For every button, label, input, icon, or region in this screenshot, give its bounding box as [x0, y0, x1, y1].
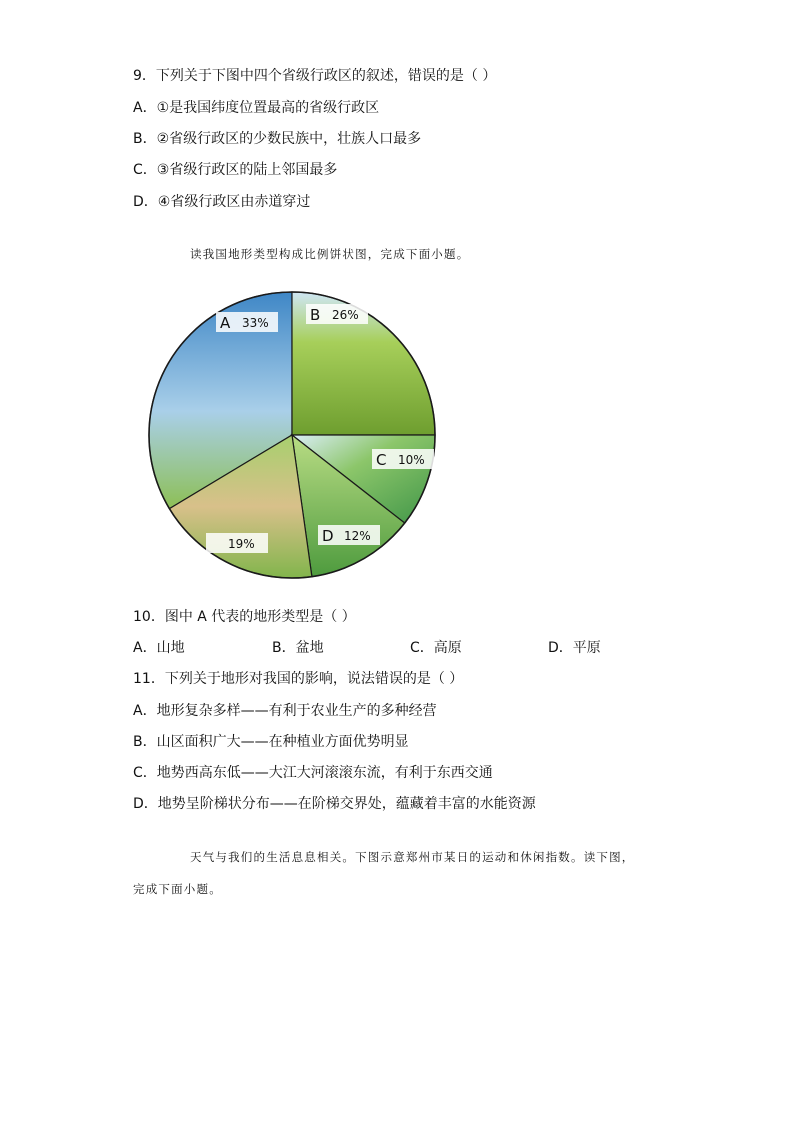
terrain-pie-chart: [140, 288, 444, 582]
pie-slice-letter-hills: C: [376, 451, 387, 469]
pie-slice-value-mountain: 33%: [242, 316, 269, 330]
q9-option-b: B．②省级行政区的少数民族中，壮族人口最多: [133, 131, 422, 147]
weather-intro-line1: 天气与我们的生活息息相关。下图示意郑州市某日的运动和休闲指数。读下图，: [190, 850, 635, 864]
q10-option-c: C．高原: [410, 640, 462, 656]
q9-option-d: D．④省级行政区由赤道穿过: [133, 194, 311, 210]
q10-option-b: B．盆地: [272, 640, 324, 656]
pie-slice-letter-mountain: A: [220, 314, 231, 332]
q10-option-a: A．山地: [133, 640, 185, 656]
q9-option-c: C．③省级行政区的陆上邻国最多: [133, 162, 338, 178]
weather-intro-line2: 完成下面小题。: [133, 882, 222, 896]
q11-stem: 11．下列关于地形对我国的影响，说法错误的是（ ）: [133, 671, 464, 687]
pie-slice-value-plateau: 26%: [332, 308, 359, 322]
pie-slice-letter-plateau: B: [310, 306, 321, 324]
q11-option-d: D．地势呈阶梯状分布——在阶梯交界处，蕴藏着丰富的水能资源: [133, 796, 536, 812]
pie-slice-value-hills: 10%: [398, 453, 425, 467]
pie-svg: [140, 288, 444, 582]
pie-slice-value-plain: 19%: [228, 537, 255, 551]
q11-option-c: C．地势西高东低——大江大河滚滚东流，有利于东西交通: [133, 765, 493, 781]
q11-option-b: B．山区面积广大——在种植业方面优势明显: [133, 734, 409, 750]
pie-slice-letter-basin: D: [322, 527, 334, 545]
q10-option-d: D．平原: [548, 640, 601, 656]
q9-stem: 9．下列关于下图中四个省级行政区的叙述，错误的是（ ）: [133, 68, 497, 84]
pie-slice-value-basin: 12%: [344, 529, 371, 543]
q10-stem: 10．图中 A 代表的地形类型是（ ）: [133, 609, 356, 625]
q9-option-a: A．①是我国纬度位置最高的省级行政区: [133, 100, 380, 116]
pie-intro: 读我国地形类型构成比例饼状图，完成下面小题。: [190, 247, 470, 261]
q11-option-a: A．地形复杂多样——有利于农业生产的多种经营: [133, 703, 437, 719]
